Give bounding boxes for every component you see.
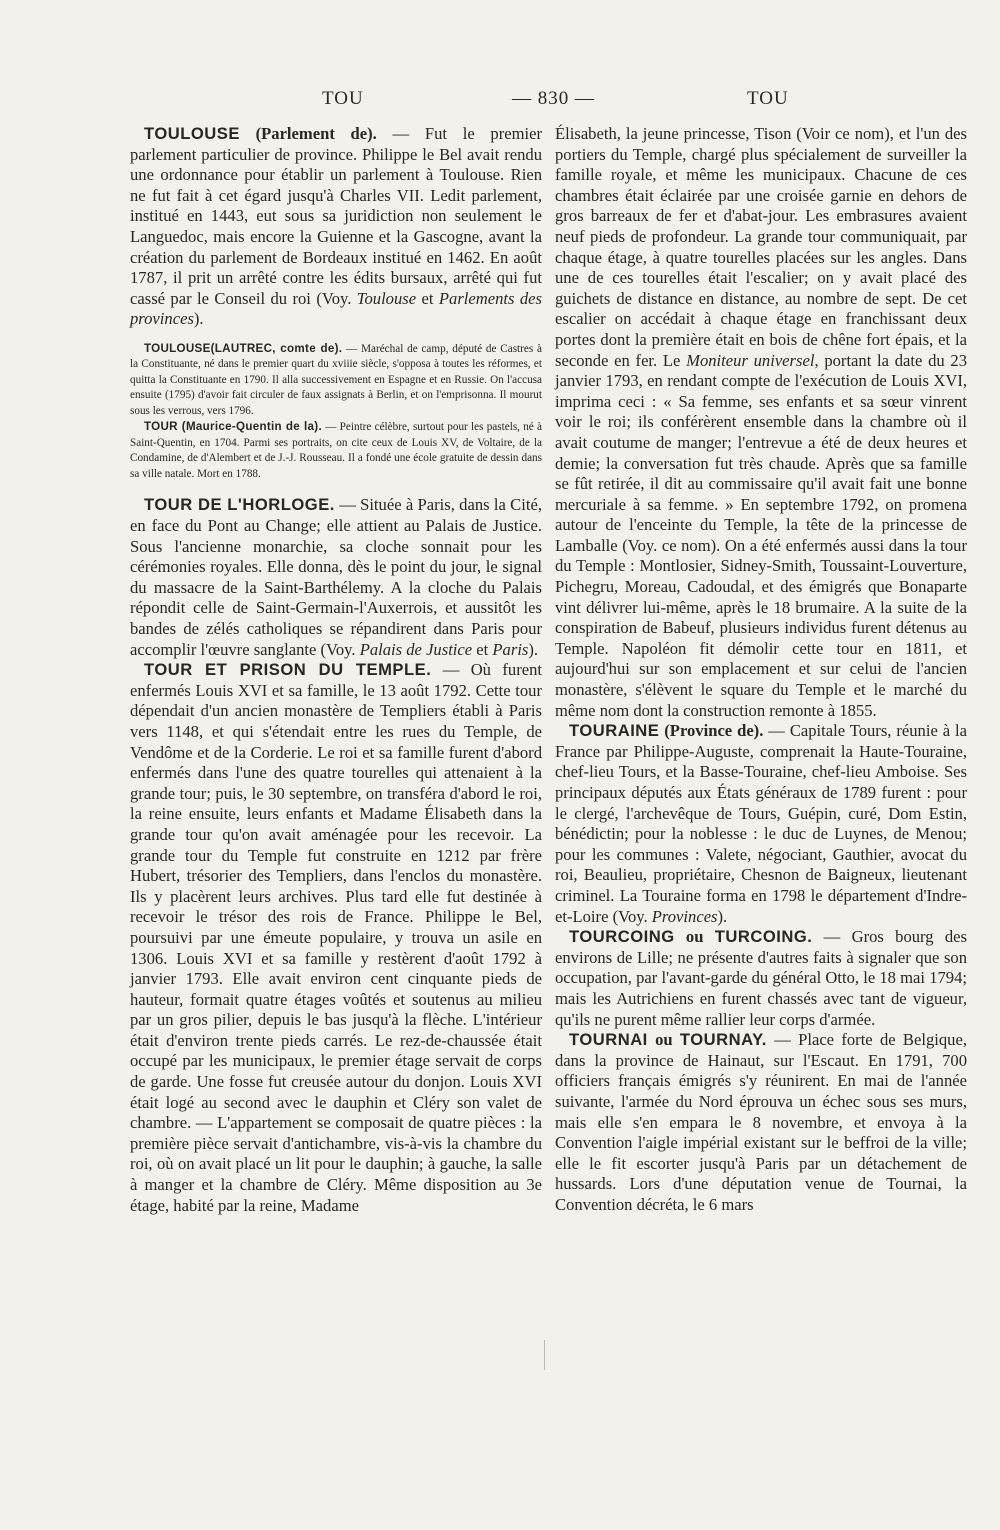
entry-text: — Fut le premier parlement particulier de province. Philippe le Bel avait rendu une ordonnance pour établir un parlement à Toulouse. Rien ne fut fait à cet égard jusqu'à Charles VII. Ledit parlement, institué en 1443, eut sous sa juridiction non seulement le Languedoc, mais encore la Guienne et la Gascogne, avant la création du parlement de Bordeaux institué en 1462. En août 1787, il prit un arrêté contre les édits bursaux, arrêté qui fut cassé par le Conseil du roi (Voy.	[130, 124, 542, 308]
entry-text: — Peintre célèbre, surtout pour les pastels, né à Saint-Quentin, en 1704. Parmi ses portraits, on cite ceux de Louis XV, de Voltaire, de la Condamine, de d'Alembert et de J.-J. Rousseau. Il a fondé une école gratuite de dessin dans sa ville natale. Mort en 1788.	[130, 421, 542, 480]
entry-text: et	[416, 288, 439, 308]
entry-text: — Capitale Tours, réunie à la France par Philippe-Auguste, comprenait la Haute-Touraine, chef-lieu Tours, et la Basse-Touraine, chef-lieu Amboise. Ses principaux députés aux États généraux de 1789 furent : pour le clergé, l'archevêque de Tours, Guépin, curé, Dom Estin, bénédictin; pour la noblesse : le duc de Luynes, de Menou; pour les communes : Valete, négociant, Gauthier, avocat du roi, Beaulieu, propriétaire, Chesnon de Baigneux, lieutenant criminel. La Touraine forma en 1798 le département d'Indre-et-Loire (Voy.	[555, 721, 967, 926]
entry-title: TOURNAI	[569, 1030, 648, 1050]
entry-text: — Place forte de Belgique, dans la province de Hainaut, sur l'Escaut. En 1791, 700 officiers français émigrés s'y réunirent. En mai de l'année suivante, l'armée du Nord éprouva un échec sous ses murs, mais elle s'en empara le 8 novembre, et envoya à la Convention l'aigle impérial existant sur le beffroi de la ville; elle le fit escorter jusqu'à Paris par un détachement de hussards. Lors d'une députation venue de Tournai, la Convention décréta, le 6 mars	[555, 1030, 967, 1214]
entry-text: ).	[717, 906, 728, 926]
entry-title: TOURCOING	[569, 927, 675, 947]
entry-text: et	[472, 639, 493, 659]
entry-title-variant: TOURNAY.	[679, 1030, 767, 1050]
entry-title: TOUR ET PRISON DU TEMPLE.	[144, 660, 432, 680]
entry-toulouse-parlement	[130, 124, 542, 330]
entry-conjunction: ou	[674, 927, 715, 947]
entry-text: — Située à Paris, dans la Cité, en face du Pont au Change; elle attient au Palais de Justice. Sous l'ancienne monarchie, sa cloche sonnait pour les cérémonies royales. Elle donna, dès le point du jour, le signal du massacre de la Saint-Barthélemy. A la cloche du Palais répondit celle de Saint-Germain-l'Auxerrois, et aussitôt les bandes de zélés catholiques se répandirent dans Paris pour accomplir l'œuvre sanglante (Voy.	[130, 495, 542, 659]
header-right-word: TOU	[747, 88, 789, 109]
page-number: — 830 —	[512, 88, 595, 109]
cross-reference: Toulouse	[356, 288, 417, 308]
header-left-word: TOU	[322, 88, 364, 109]
entry-subtitle: (Parlement de).	[255, 124, 377, 143]
entry-touraine	[555, 721, 967, 927]
entry-conjunction: ou	[647, 1030, 680, 1050]
entry-text: , portant la date du 23 janvier 1793, en rendant compte de l'exécution de Louis XVI, imprima ceci : « Sa femme, ses enfants et sa sœur vinrent voir le roi; ils conférèrent ensemble dans la chambre où il avait coutume de manger; l'entrevue a été de deux heures et demie; la conversation fut très chaude. Après que sa famille se fût retirée, il dit au commissaire qu'il avait fait une bonne mercuriale à sa femme. » En septembre 1792, on promena autour de l'enceinte du Temple, la tête de la princesse de Lamballe (Voy. ce nom). On a été enfermés aussi dans la tour du Temple : Montlosier, Sidney-Smith, Toussaint-Louverture, Pichegru, Moreau, Cadoudal, et des émigrés que Bonaparte vint délivrer lui-même, après le 18 brumaire. A la suite de la conspiration de Babeuf, plusieurs individus furent détenus au Temple. Napoléon fit démolir cette tour en 1811, et aujourd'hui sur son emplacement et sur celui de l'ancien monastère, s'élèvent le square du Temple et le marché du même nom dont la construction remonte à 1855.	[555, 350, 967, 720]
running-header	[0, 88, 1000, 114]
entry-text: — Gros bourg des environs de Lille; ne présente d'autres faits à signaler que son occupation, par l'avant-garde du général Otto, le 18 mai 1794; mais les Autrichiens en furent chassés avec tant de vigueur, qu'ils ne purent même rallier leur corps d'armée.	[555, 927, 968, 1029]
entry-tournai	[555, 1030, 967, 1215]
entry-text: — Maréchal de camp, député de Castres à la Constituante, né dans le premier quart du xviiie siècle, s'opposa à toutes les réformes, et quitta la Constituante en 1790. Il alla successivement en Espagne et en Russie. On l'accusa ensuite (1795) d'avoir fait circuler de faux assignats à Berlin, et on l'emprisonna. Il mourut sous les verrous, vers 1796.	[130, 342, 542, 417]
entry-subtitle: (Province de).	[664, 721, 764, 741]
cross-reference: Paris	[492, 639, 529, 659]
entry-tour-de-l-horloge	[130, 495, 542, 660]
column-divider	[544, 1340, 545, 1370]
cross-reference: Palais de Justice	[359, 639, 473, 659]
entry-text: ).	[193, 309, 204, 329]
left-column	[130, 124, 542, 1216]
entry-title: TOUR (Maurice-Quentin de la).	[144, 420, 322, 434]
entry-title: TOULOUSE(LAUTREC, comte de).	[144, 341, 343, 355]
right-column	[555, 124, 967, 1215]
cross-reference: Provinces	[651, 906, 718, 926]
cross-reference: Parlements des provinces	[130, 288, 542, 329]
entry-text: Élisabeth, la jeune princesse, Tison (Voir ce nom), et l'un des portiers du Temple, chargé plus spécialement de surveiller la famille royale, et même les municipaux. Chacune de ces chambres était éclairée par une croisée garnie en dehors de gros barreaux de fer et d'abat-jour. Les embrasures avaient neuf pieds de profondeur. La grande tour communiquait, par chaque étage, à quatre tourelles placées sur les angles. Dans une de ces tourelles était l'escalier; on y avait placé des guichets de distance en distance, au nombre de sept. De cet escalier on accédait à chaque étage en franchissant deux portes dont la première était en bois de chêne fort épais, et la seconde en fer. Le	[555, 124, 967, 370]
entry-tour-et-prison-du-temple	[130, 660, 542, 1216]
cross-reference: Moniteur universel	[686, 350, 815, 370]
entry-title: TOULOUSE	[144, 124, 240, 143]
entry-toulouse-lautrec	[130, 341, 542, 420]
entry-title-variant: TURCOING.	[714, 927, 813, 947]
entry-tour-maurice-quentin	[130, 419, 542, 482]
entry-tourcoing	[555, 927, 967, 1030]
entry-text: ).	[528, 639, 539, 659]
entry-text: — Où furent enfermés Louis XVI et sa famille, le 13 août 1792. Cette tour dépendait d'un ancien monastère de Templiers établi à Paris vers 1148, et qui s'étendait entre les rues du Temple, de Vendôme et de la Corderie. Le roi et sa famille furent d'abord enfermés dans l'une des quatre tourelles qui attenaient à la grande tour; puis, le 30 septembre, on transféra d'abord le roi, la reine ensuite, leurs enfants et Madame Élisabeth dans la grande tour qu'on avait aménagée pour les recevoir. La grande tour du Temple fut construite en 1212 par frère Hubert, trésorier des Templiers, dans l'enclos du monastère. Ils y placèrent leurs archives. Plus tard elle fut destinée à recevoir le trésor des rois de France. Philippe le Bel, poursuivi par une émeute populaire, y trouva un asile en 1306. Louis XVI et sa famille y restèrent d'août 1792 à janvier 1793. Elle avait environ cent cinquante pieds de hauteur, formait quatre étages voûtés et soutenus au milieu par un gros pilier, depuis le bas jusqu'à la flèche. L'intérieur était d'environ trente pieds carrés. Le rez-de-chaussée était occupé par les municipaux, le premier étage servait de corps de garde. Une fosse fut creusée autour du donjon. Louis XVI était logé au second avec le dauphin et Cléry son valet de chambre. — L'appartement se composait de quatre pièces : la première pièce servait d'antichambre, vis-à-vis la chambre du roi, où on avait placé un lit pour le dauphin; à gauche, la salle à manger et la chambre de Cléry. Même disposition au 3e étage, habité par la reine, Madame	[130, 660, 542, 1215]
entry-title: TOURAINE	[569, 721, 660, 741]
entry-temple-continued	[555, 124, 967, 721]
entry-title: TOUR DE L'HORLOGE.	[144, 495, 335, 515]
